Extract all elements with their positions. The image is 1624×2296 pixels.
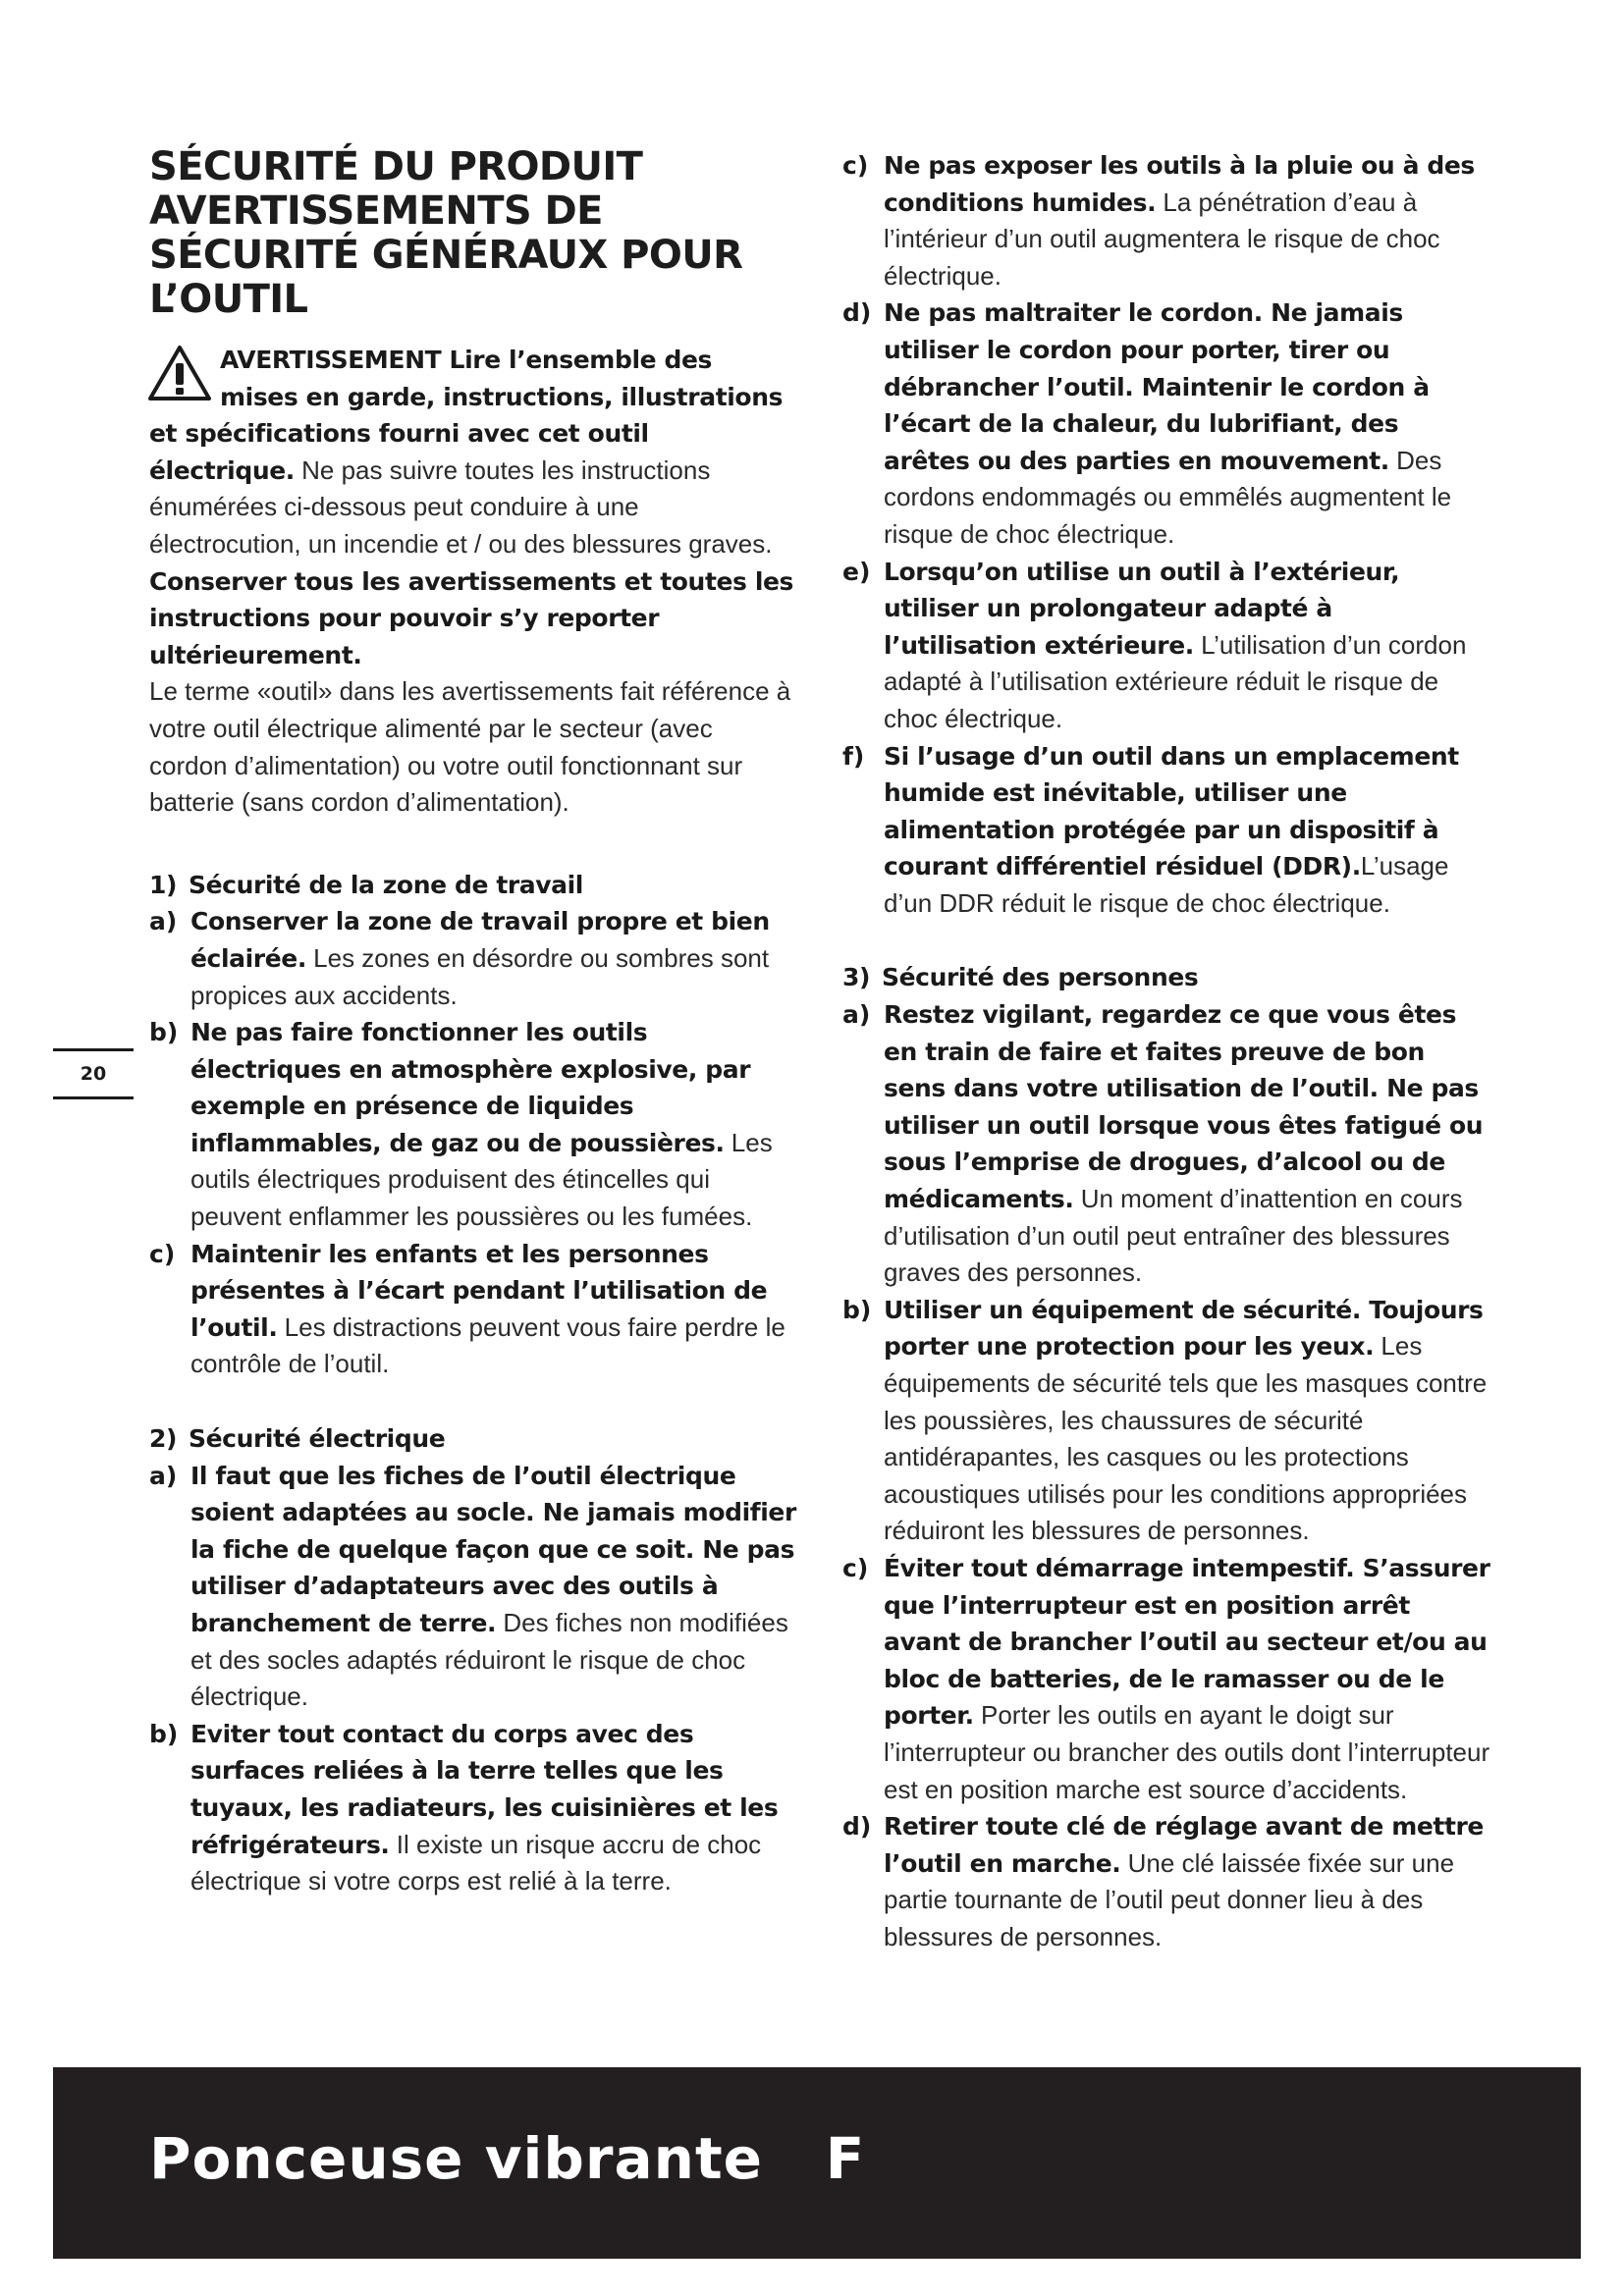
footer-title: Ponceuse vibrante F — [149, 2125, 866, 2192]
section-heading-personal — [842, 959, 1490, 996]
item-bold: Conserver la zone de travail propre et bien éclairée. — [190, 907, 770, 973]
section-number: 1) — [149, 870, 178, 899]
right-column — [842, 147, 1490, 1956]
section-number: 3) — [842, 963, 871, 992]
item-bold: Ne pas exposer les outils à la pluie ou à des conditions humides. — [884, 151, 1475, 217]
item-text: L’usage d’un DDR réduit le risque de choc électrique. — [884, 851, 1449, 918]
item-label: c) — [842, 1553, 869, 1582]
item-label: d) — [842, 1812, 872, 1842]
section-heading-electrical — [149, 1420, 797, 1458]
keep-instructions-text: Conserver tous les avertissements et toutes les instructions pour pouvoir s’y reporter ultérieurement. — [149, 566, 794, 669]
item-text: Les équipements de sécurité tels que les masques contre les poussières, les chaussures de sécurité antidérapantes, les casques ou les protections acoustiques utilisés pour les conditions appropriées réduiront les blessures de personnes. — [884, 1331, 1488, 1546]
list-item — [842, 738, 1490, 923]
title-line: SÉCURITÉ GÉNÉRAUX POUR — [149, 233, 743, 278]
item-text: Des fiches non modifiées et des socles adaptés réduiront le risque de choc électrique. — [190, 1608, 788, 1712]
section-title: Sécurité des personnes — [882, 963, 1199, 992]
page-number-block — [53, 1048, 134, 1099]
item-label: b) — [842, 1295, 872, 1324]
list-item — [842, 1550, 1490, 1808]
item-bold: Eviter tout contact du corps avec des surfaces reliées à la terre telles que les tuyaux, les radiateurs, les cuisinières et les réfrigérateurs. — [190, 1719, 779, 1859]
page-title — [149, 145, 797, 322]
list-item — [842, 554, 1490, 738]
item-bold: Si l’usage d’un outil dans un emplacement humide est inévitable, utiliser une alimentation protégée par un dispositif à courant différentiel résiduel (DDR). — [884, 741, 1459, 881]
warning-bold-text: AVERTISSEMENT Lire l’ensemble des mises en garde, instructions, illustrations et spécifications fourni avec cet outil électrique. — [149, 346, 784, 485]
item-bold: Ne pas maltraiter le cordon. Ne jamais utiliser le cordon pour porter, tirer ou débrancher l’outil. Maintenir le cordon à l’écart de la chaleur, du lubrifiant, des arêtes ou des parties en mouvement. — [884, 298, 1430, 475]
item-text: Les outils électriques produisent des étincelles qui peuvent enflammer les poussières ou les fumées. — [190, 1127, 773, 1232]
divider — [53, 1096, 134, 1099]
item-text: Un moment d’inattention en cours d’utilisation d’un outil peut entraîner des blessures graves des personnes. — [884, 1184, 1463, 1288]
divider — [53, 1048, 134, 1051]
title-line: AVERTISSEMENTS DE — [149, 188, 603, 234]
item-label: c) — [842, 151, 869, 180]
item-text: Il existe un risque accru de choc électrique si votre corps est relié à la terre. — [190, 1829, 762, 1896]
list-item — [842, 147, 1490, 294]
list-item — [842, 294, 1490, 553]
item-label: f) — [842, 741, 865, 771]
item-bold: Éviter tout démarrage intempestif. S’assurer que l’interrupteur est en position arrêt avant de brancher l’outil au secteur et/ou au bloc de batteries, de le ramasser ou de le porter. — [884, 1553, 1490, 1731]
item-label: c) — [149, 1239, 176, 1268]
item-bold: Ne pas faire fonctionner les outils électriques en atmosphère explosive, par exemple en présence de liquides inflammables, de gaz ou de poussières. — [190, 1018, 751, 1157]
item-bold: Retirer toute clé de réglage avant de mettre l’outil en marche. — [884, 1812, 1484, 1878]
item-text: La pénétration d’eau à l’intérieur d’un outil augmentera le risque de choc électrique. — [884, 187, 1440, 291]
item-bold: Restez vigilant, regardez ce que vous êtes en train de faire et faites preuve de bon sens dans votre utilisation de l’outil. Ne pas utiliser un outil lorsque vous êtes fatigué ou sous l’emprise de drogues, d’alcool ou de médicaments. — [884, 1000, 1484, 1214]
item-bold: Maintenir les enfants et les personnes présentes à l’écart pendant l’utilisation de l’outil. — [190, 1239, 768, 1342]
list-item — [842, 996, 1490, 1292]
warning-text: Ne pas suivre toutes les instructions énumérées ci-dessous peut conduire à une électrocution, un incendie et / ou des blessures graves. — [149, 454, 773, 559]
item-label: a) — [149, 907, 178, 936]
section-number: 2) — [149, 1424, 178, 1454]
item-text: Les distractions peuvent vous faire perdre le contrôle de l’outil. — [190, 1311, 785, 1379]
item-text: Porter les outils en ayant le doigt sur l’interrupteur ou brancher des outils dont l’interrupteur est en position marche est source d’accidents. — [884, 1700, 1490, 1804]
item-label: b) — [149, 1719, 179, 1748]
warning-block — [149, 342, 797, 563]
item-text: Une clé laissée fixée sur une partie tournante de l’outil peut donner lieu à des blessures de personnes. — [884, 1847, 1455, 1951]
item-bold: Il faut que les fiches de l’outil électrique soient adaptées au socle. Ne jamais modifier la fiche de quelque façon que ce soit. Ne pas utiliser d’adaptateurs avec des outils à branchement de terre. — [190, 1461, 796, 1637]
item-text: L’utilisation d’un cordon adapté à l’utilisation extérieure réduit le risque de choc électrique. — [884, 629, 1467, 733]
item-text: Les zones en désordre ou sombres sont propices aux accidents. — [190, 942, 770, 1010]
left-column — [149, 145, 797, 1900]
item-label: b) — [149, 1018, 179, 1047]
list-item — [149, 1236, 797, 1383]
item-bold: Lorsqu’on utilise un outil à l’extérieur, utiliser un prolongateur adapté à l’utilisation extérieure. — [884, 557, 1400, 660]
section-title: Sécurité électrique — [189, 1424, 446, 1454]
warning-triangle-icon — [147, 344, 212, 402]
section-heading-work-area — [149, 867, 797, 904]
item-label: a) — [842, 1000, 871, 1030]
list-item — [149, 1458, 797, 1716]
list-item — [149, 1716, 797, 1900]
item-label: e) — [842, 557, 871, 586]
page-number: 20 — [80, 1063, 107, 1085]
list-item — [149, 903, 797, 1014]
item-bold: Utiliser un équipement de sécurité. Toujours porter une protection pour les yeux. — [884, 1295, 1484, 1362]
list-item — [842, 1808, 1490, 1955]
section-title: Sécurité de la zone de travail — [189, 870, 583, 899]
tool-term-text: Le terme «outil» dans les avertissements fait référence à votre outil électrique alimenté par le secteur (avec cordon d’alimentation) ou votre outil fonctionnant sur batterie (sans cordon d’alimentation). — [149, 676, 791, 818]
item-label: d) — [842, 298, 872, 328]
list-item — [842, 1292, 1490, 1550]
title-line: L’OUTIL — [149, 277, 308, 322]
list-item — [149, 1014, 797, 1236]
item-text: Des cordons endommagés ou emmêlés augmentent le risque de choc électrique. — [884, 445, 1452, 549]
footer-bar — [53, 2067, 1581, 2259]
title-line: SÉCURITÉ DU PRODUIT — [149, 144, 643, 189]
item-label: a) — [149, 1461, 178, 1490]
